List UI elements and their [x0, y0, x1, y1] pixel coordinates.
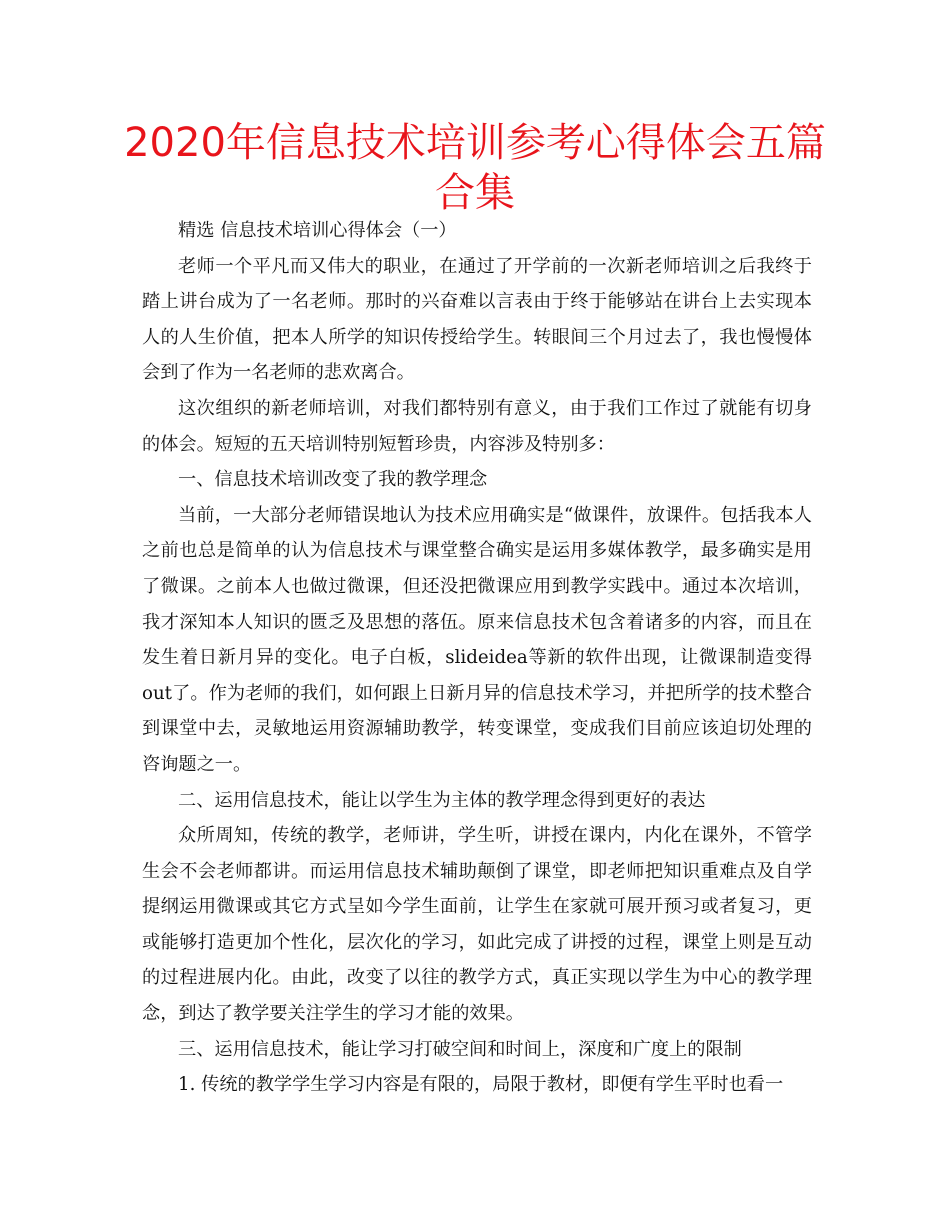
- body-paragraph: 当前，一大部分老师错误地认为技术应用确实是“做课件，放课件。包括我本人之前也总是简单的认为信息技术与课堂整合确实是运用多媒体教学，最多确实是用了微课。之前本人也做过微课，但还没把微课应用到教学实践中。通过本次培训，我才深知本人知识的匮乏及思想的落伍。原来信息技术包含着诸多的内容，而且在发生着日新月异的变化。电子白板，slideidea等新的软件出现，让微课制造变得out了。作为老师的我们，如何跟上日新月异的信息技术学习，并把所学的技术整合到课堂中去，灵敏地运用资源辅助教学，转变课堂，变成我们目前应该迫切处理的咨询题之一。: [142, 504, 812, 775]
- body-paragraph: 这次组织的新老师培训，对我们都特别有意义，由于我们工作过了就能有切身的体会。短短的五天培训特别短暂珍贵，内容涉及特别多：: [142, 397, 812, 455]
- body-paragraph: 众所周知，传统的教学，老师讲，学生听，讲授在课内，内化在课外，不管学生会不会老师都讲。而运用信息技术辅助颠倒了课堂，即老师把知识重难点及自学提纲运用微课或其它方式呈如今学生面前，让学生在家就可展开预习或者复习，更或能够打造更加个性化，层次化的学习，如此完成了讲授的过程，课堂上则是互动的过程进展内化。由此，改变了以往的教学方式，真正实现以学生为中心的教学理念，到达了教学要关注学生的学习才能的效果。: [142, 825, 812, 1025]
- subsection-heading: 二、运用信息技术，能让以学生为主体的教学理念得到更好的表达: [178, 789, 706, 811]
- document-title: 2020年信息技术培训参考心得体会五篇合集: [124, 120, 826, 216]
- body-paragraph: 老师一个平凡而又伟大的职业，在通过了开学前的一次新老师培训之后我终于踏上讲台成为了一名老师。那时的兴奋难以言表由于终于能够站在讲台上去实现本人的人生价值，把本人所学的知识传授给学生。转眼间三个月过去了，我也慢慢体会到了作为一名老师的悲欢离合。: [142, 255, 812, 384]
- body-paragraph: 1. 传统的教学学生学习内容是有限的，局限于教材，即便有学生平时也看一: [178, 1074, 784, 1096]
- subsection-heading: 三、运用信息技术，能让学习打破空间和时间上，深度和广度上的限制: [178, 1038, 742, 1060]
- subsection-heading: 一、信息技术培训改变了我的教学理念: [178, 469, 488, 491]
- document-body: [142, 213, 812, 1103]
- section-heading: 精选 信息技术培训心得体会（一）: [178, 220, 457, 241]
